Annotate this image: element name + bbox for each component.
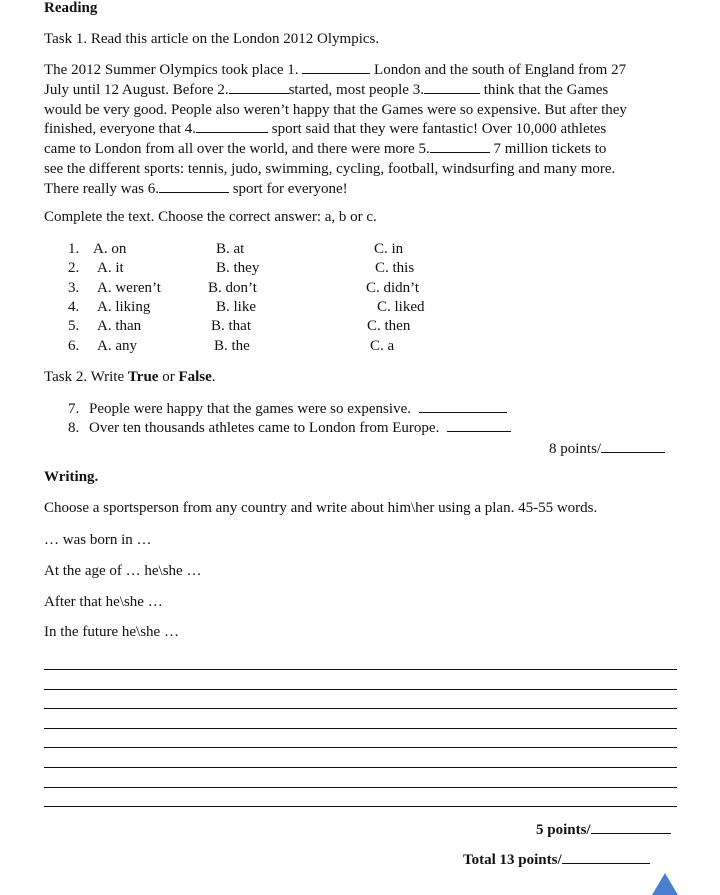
writing-line bbox=[44, 767, 677, 768]
tf-num: 7. bbox=[68, 401, 80, 417]
option-row bbox=[0, 318, 720, 338]
article-l5b: 7 million tickets to bbox=[493, 141, 607, 158]
option-b: B. the bbox=[214, 338, 250, 354]
article-l6: see the different sports: tennis, judo, swimming, cycling, football, windsurfing and many more. bbox=[44, 160, 616, 177]
task2-title-suffix: . bbox=[211, 369, 216, 385]
writing-line bbox=[44, 689, 677, 690]
blank-3 bbox=[424, 81, 480, 94]
writing-points-line bbox=[591, 821, 671, 834]
option-row bbox=[0, 280, 720, 300]
option-row bbox=[0, 241, 720, 261]
option-a: A. weren’t bbox=[97, 280, 161, 296]
tf-text: Over ten thousands athletes came to London from Europe. bbox=[89, 420, 440, 436]
tf-item bbox=[68, 400, 507, 418]
tf-text: People were happy that the games were so expensive. bbox=[89, 401, 411, 417]
true-word: True bbox=[127, 369, 159, 385]
task-points bbox=[549, 440, 665, 458]
option-row bbox=[0, 299, 720, 319]
task2-title-prefix: Task 2. Write bbox=[44, 369, 128, 385]
total-points-line bbox=[562, 851, 650, 864]
article-l4b: sport said that they were fantastic! Over 10,000 athletes bbox=[271, 121, 607, 138]
option-c: C. this bbox=[375, 260, 415, 276]
option-b: B. don’t bbox=[208, 280, 257, 296]
article-l5a: came to London from all over the world, and there were more 5. bbox=[44, 141, 430, 158]
plan-line: After that he\she … bbox=[44, 594, 163, 610]
scroll-up-triangle-icon[interactable] bbox=[652, 873, 678, 895]
blank-1 bbox=[302, 61, 370, 74]
option-a: A. it bbox=[97, 260, 124, 276]
writing-instruction: Choose a sportsperson from any country and write about him\her using a plan. 45-55 words. bbox=[44, 500, 598, 516]
article-l7a: There really was 6. bbox=[44, 180, 159, 197]
option-b: B. at bbox=[216, 241, 245, 257]
option-num: 5. bbox=[68, 318, 80, 334]
article-l2c: think that the Games bbox=[483, 81, 609, 98]
task1-instruction: Complete the text. Choose the correct answer: a, b or c. bbox=[44, 209, 377, 225]
option-c: C. a bbox=[370, 338, 395, 354]
task2-title bbox=[44, 369, 216, 386]
reading-heading: Reading bbox=[44, 0, 98, 16]
blank-6 bbox=[159, 180, 229, 193]
plan-line: … was born in … bbox=[44, 532, 152, 548]
total-points-label: Total 13 points/ bbox=[463, 852, 562, 868]
plan-line: In the future he\she … bbox=[44, 624, 179, 640]
writing-line bbox=[44, 728, 677, 729]
option-num: 3. bbox=[68, 280, 80, 296]
option-b: B. that bbox=[211, 318, 251, 334]
tf-answer-line bbox=[419, 400, 507, 413]
article-l1b: London and the south of England from 27 bbox=[374, 62, 627, 78]
points-line bbox=[601, 440, 665, 453]
writing-line bbox=[44, 806, 677, 807]
writing-line bbox=[44, 787, 677, 788]
option-c: C. in bbox=[374, 241, 404, 257]
article-l4a: finished, everyone that 4. bbox=[44, 121, 197, 138]
article-l2b: started, most people 3. bbox=[288, 81, 424, 98]
option-c: C. then bbox=[367, 318, 411, 334]
option-a: A. liking bbox=[97, 299, 151, 315]
option-row bbox=[0, 260, 720, 280]
plan-line: At the age of … he\she … bbox=[44, 563, 202, 579]
option-a: A. than bbox=[97, 318, 142, 334]
article-l2a: July until 12 August. Before 2. bbox=[44, 81, 229, 98]
tf-item bbox=[68, 420, 511, 437]
article-text bbox=[44, 61, 694, 200]
writing-points-label: 5 points/ bbox=[536, 822, 591, 838]
option-c: C. didn’t bbox=[366, 280, 420, 296]
option-num: 2. bbox=[68, 260, 80, 276]
option-a: A. any bbox=[97, 338, 137, 354]
tf-answer-line bbox=[447, 425, 511, 432]
task2-or: or bbox=[158, 369, 179, 385]
writing-line bbox=[44, 669, 677, 670]
false-word: False bbox=[178, 369, 212, 385]
option-b: B. they bbox=[216, 260, 260, 276]
blank-2 bbox=[229, 81, 289, 94]
writing-line bbox=[44, 708, 677, 709]
task1-title: Task 1. Read this article on the London 2012 Olympics. bbox=[44, 31, 380, 47]
total-points bbox=[463, 851, 650, 869]
blank-5 bbox=[430, 140, 490, 153]
option-num: 6. bbox=[68, 338, 80, 354]
article-l7b: sport for everyone! bbox=[232, 180, 348, 197]
option-a: A. on bbox=[93, 241, 127, 257]
writing-points bbox=[536, 821, 671, 839]
article-l3: would be very good. People also weren’t happy that the Games were so expensive. But after they bbox=[44, 101, 627, 118]
option-num: 4. bbox=[68, 299, 80, 315]
tf-num: 8. bbox=[68, 420, 80, 436]
option-c: C. liked bbox=[377, 299, 425, 315]
writing-heading: Writing. bbox=[44, 469, 99, 485]
option-row bbox=[0, 338, 720, 358]
option-b: B. like bbox=[216, 299, 256, 315]
option-num: 1. bbox=[68, 241, 80, 257]
points-label: 8 points/ bbox=[549, 441, 602, 457]
writing-line bbox=[44, 747, 677, 748]
article-l1a: The 2012 Summer Olympics took place 1. bbox=[44, 62, 299, 78]
blank-4 bbox=[196, 120, 268, 133]
